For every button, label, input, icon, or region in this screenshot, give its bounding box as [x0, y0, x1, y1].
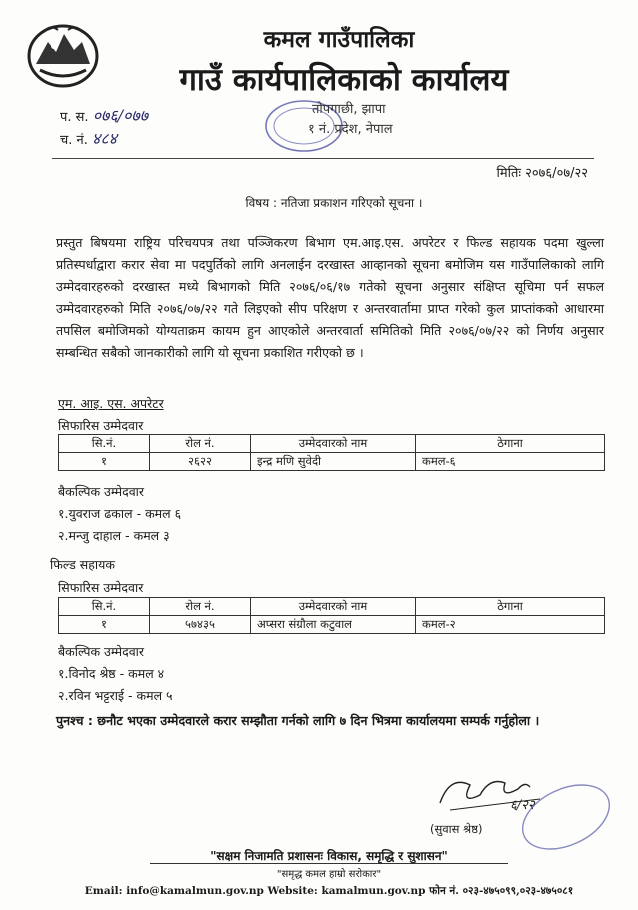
alternate-item: १.युवराज ढकाल - कमल ६: [58, 506, 182, 521]
cell-roll: २६२२: [150, 453, 251, 471]
table-row: [59, 453, 605, 471]
table-header-row: [59, 598, 605, 616]
postscript-notice: [56, 710, 604, 731]
ref-number-line: [60, 105, 148, 128]
ref-value: ०७६/०७७: [92, 106, 149, 125]
col-roll: रोल नं.: [150, 598, 251, 616]
col-serial: सि.नं.: [59, 598, 150, 616]
cell-name: अप्सरा संग्रौला कटुवाल: [251, 616, 416, 634]
alternate-label-2: बैकल्पिक उम्मेदवार: [58, 644, 145, 659]
body-paragraph: प्रस्तुत बिषयमा राष्ट्रिय परिचयपत्र तथा पञ्जिकरण बिभाग एम.आइ.एस. अपरेटर र फिल्ड सहायक पदमा खुल्ला प्रतिस्पर्धाद्वारा करार सेवा मा पदपुर्तिको लागि अनलाईन दरखास्त आव्हानको सूचना बमोजिम यस गाउँपालिकाको लागि उम्मेदवारहरुको दरखास्त मध्ये बिभागको मिति २०७६/०६/१७ गतेको सूचना अनुसार संक्षिप्त सूचिमा पर्न सफल उम्मेदवारहरुको मिति २०७६/०७/२२ गते लिइएको सीप परिक्षण र अन्तरवार्तामा प्राप्त गरेको कुल प्राप्तांकको आधारमा तपसिल बमोजिमको योग्यताक्रम कायम हुन आएकोले अन्तरवार्ता समितिको मिति २०७६/०७/२२ को निर्णय अनुसार सम्बन्धित सबैको जानकारीको लागि यो सूचना प्रकाशित गरीएको छ ।: [56, 235, 604, 360]
cell-roll: ५७४३५: [150, 616, 251, 634]
office-address: [270, 100, 393, 140]
address-line-2: १ नं. प्रदेश, नेपाल: [308, 122, 393, 137]
recommended-label-1: सिफारिस उम्मेदवार: [58, 418, 144, 433]
reference-block: [60, 105, 148, 151]
cell-serial: १: [59, 453, 150, 471]
officer-stamp-icon: [516, 782, 616, 852]
cell-address: कमल-६: [416, 453, 605, 471]
alternate-item: २.रविन भट्टराई - कमल ५: [58, 688, 173, 703]
address-line-1: तोपगाछी, झापा: [312, 102, 386, 117]
signature-date: ६/२२: [510, 798, 535, 813]
dispatch-number-line: [60, 128, 148, 151]
footer-slogan: "समृद्ध कमल हाम्रो सरोकार": [276, 869, 382, 880]
section-title-field-assistant: फिल्ड सहायक: [50, 557, 115, 572]
cell-name: इन्द्र मणि सुवेदी: [251, 453, 416, 471]
col-address: ठेगाना: [416, 598, 605, 616]
cell-address: कमल-२: [416, 616, 605, 634]
alternate-item: २.मन्जु दाहाल - कमल ३: [58, 528, 170, 543]
col-name: उम्मेदवारको नाम: [251, 598, 416, 616]
footer-contact: Email: info@kamalmun.gov.np Website: kamalmun.gov.np फोन नं. ०२३-४७५०९९,०२३-४७५०८१: [84, 885, 574, 897]
notice-emphasis: सम्झौता: [241, 713, 278, 728]
signatory-name: (सुवास श्रेष्ठ): [430, 822, 483, 836]
office-title: गाउँ कार्यपालिकाको कार्यालय: [179, 62, 509, 98]
dispatch-label: च. नं.: [60, 133, 88, 148]
recommended-label-2: सिफारिस उम्मेदवार: [58, 580, 144, 595]
footer-divider: [150, 863, 508, 864]
table-row: [59, 616, 605, 634]
footer-motto: "सक्षम निजामति प्रशासनः विकास, समृद्धि र सुशासन": [210, 849, 448, 863]
section-title-mis-operator: एम. आइ. एस. अपरेटर: [58, 396, 164, 411]
alternate-item: १.विनोद श्रेष्ठ - कमल ४: [58, 666, 165, 681]
subject-line: विषय : नतिजा प्रकाशन गरिएको सूचना ।: [245, 196, 423, 210]
table-header-row: [59, 435, 605, 453]
date-line: मितिः २०७६/०७/२२: [496, 166, 588, 181]
col-address: ठेगाना: [416, 435, 605, 453]
col-name: उम्मेदवारको नाम: [251, 435, 416, 453]
org-name: कमल गाउँपालिका: [263, 27, 415, 53]
dispatch-value: ४८४: [92, 129, 117, 148]
cell-serial: १: [59, 616, 150, 634]
results-table-2: [58, 597, 605, 634]
alternate-label-1: बैकल्पिक उम्मेदवार: [58, 484, 145, 499]
col-roll: रोल नं.: [150, 435, 251, 453]
notice-text-end: गर्नको लागि ७ दिन भित्रमा कार्यालयमा सम्पर्क गर्नुहोला ।: [277, 713, 540, 728]
header-divider: [52, 158, 594, 159]
notice-text-start: पुनश्च : छनौट भएका उम्मेदवारले करार: [56, 713, 242, 728]
ref-label: प. स.: [60, 110, 89, 125]
col-serial: सि.नं.: [59, 435, 150, 453]
results-table-1: [58, 434, 605, 471]
